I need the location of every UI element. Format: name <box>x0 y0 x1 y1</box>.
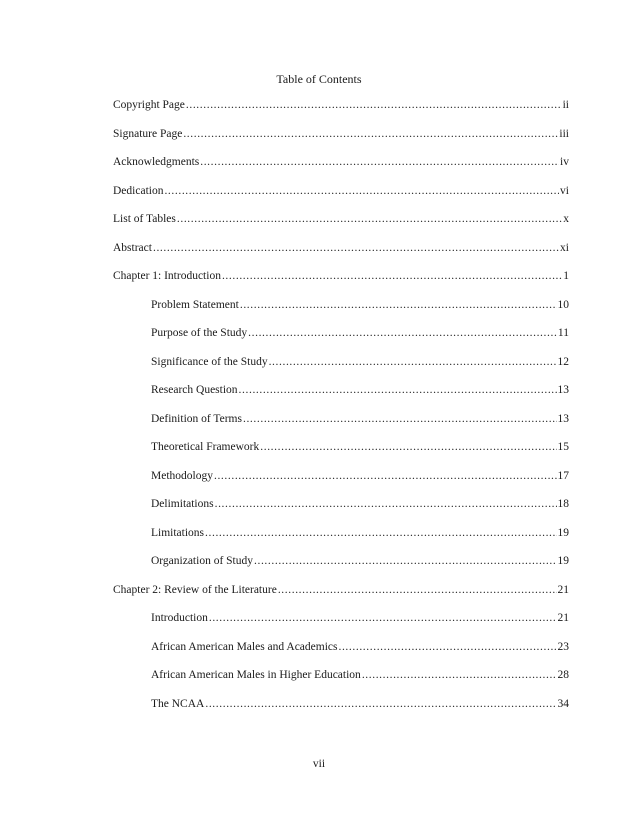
dot-leader <box>240 299 557 311</box>
toc-entry-page-number: 18 <box>557 498 569 510</box>
toc-entry[interactable] <box>151 441 569 457</box>
dot-leader <box>243 413 557 425</box>
toc-entry-label: Purpose of the Study <box>151 327 248 339</box>
dot-leader <box>222 270 562 282</box>
toc-entry[interactable] <box>151 669 569 685</box>
toc-entry-page-number: vi <box>560 184 569 197</box>
toc-entry-page-number: 13 <box>557 412 569 425</box>
dot-leader <box>186 99 562 111</box>
dot-leader <box>200 156 559 168</box>
toc-entry-page-number: 23 <box>557 640 569 653</box>
toc-entry-page-number: 15 <box>557 441 569 453</box>
toc-entry-page-number: 17 <box>557 469 569 482</box>
dot-leader <box>183 128 558 140</box>
toc-entry-page-number: 28 <box>557 669 569 681</box>
toc-entry-label: African American Males and Academics <box>151 640 338 653</box>
toc-entry[interactable] <box>113 156 569 172</box>
toc-entry[interactable] <box>151 641 569 657</box>
toc-entry-label: Definition of Terms <box>151 412 242 425</box>
toc-entry-label: Significance of the Study <box>151 355 268 368</box>
toc-entry-label: Dedication <box>113 184 164 197</box>
toc-entry-page-number: iii <box>559 127 569 140</box>
toc-entry-label: List of Tables <box>113 213 176 225</box>
toc-entry-page-number: 19 <box>557 526 569 539</box>
toc-entry-label: Theoretical Framework <box>151 441 260 453</box>
page-title: Table of Contents <box>276 72 362 86</box>
toc-entry-page-number: 12 <box>557 355 569 368</box>
dot-leader <box>209 612 557 624</box>
toc-entry-label: Problem Statement <box>151 298 239 311</box>
toc-entry-label: Limitations <box>151 526 205 539</box>
toc-entry-page-number: x <box>563 213 569 225</box>
toc-entry-page-number: 1 <box>563 270 569 282</box>
dot-leader <box>164 185 559 197</box>
toc-entry[interactable] <box>113 99 569 115</box>
toc-entry[interactable] <box>151 413 569 429</box>
toc-entry[interactable] <box>113 242 569 258</box>
page-number-footer: vii <box>312 758 326 770</box>
toc-entry-label: Delimitations <box>151 498 214 510</box>
dot-leader <box>153 242 559 254</box>
dot-leader <box>239 384 557 396</box>
toc-entry[interactable] <box>113 128 569 144</box>
toc-entry-label: Abstract <box>113 241 152 254</box>
dot-leader <box>362 669 557 681</box>
toc-entry-label: African American Males in Higher Education <box>151 669 361 681</box>
toc-entry[interactable] <box>151 698 569 714</box>
toc-entry-label: Methodology <box>151 469 213 482</box>
dot-leader <box>215 498 557 510</box>
toc-entry[interactable] <box>113 270 569 286</box>
toc-entry-page-number: ii <box>562 99 569 111</box>
toc-entry-label: Chapter 2: Review of the Literature <box>113 583 277 596</box>
toc-entry-page-number: 21 <box>557 583 569 596</box>
toc-entry-label: Introduction <box>151 612 208 624</box>
toc-entry[interactable] <box>151 299 569 315</box>
toc-entry-label: Chapter 1: Introduction <box>113 270 221 282</box>
toc-entry[interactable] <box>151 384 569 400</box>
dot-leader <box>254 555 557 567</box>
dot-leader <box>260 441 556 453</box>
toc-entry-page-number: 13 <box>557 384 569 396</box>
toc-entry-page-number: 34 <box>557 697 569 710</box>
toc-entry-label: The NCAA <box>151 697 205 710</box>
toc-entry-label: Acknowledgments <box>113 156 200 168</box>
toc-entry-label: Research Question <box>151 384 238 396</box>
dot-leader <box>278 584 557 596</box>
toc-entry[interactable] <box>113 185 569 201</box>
toc-entry-page-number: xi <box>560 241 569 254</box>
dot-leader <box>269 356 557 368</box>
toc-entry[interactable] <box>113 213 569 229</box>
toc-entry[interactable] <box>151 356 569 372</box>
toc-entry[interactable] <box>151 555 569 571</box>
toc-entry-label: Signature Page <box>113 127 183 140</box>
toc-entry-label: Organization of Study <box>151 555 253 567</box>
toc-entry-page-number: 19 <box>557 555 569 567</box>
dot-leader <box>205 698 556 710</box>
toc-entry[interactable] <box>151 498 569 514</box>
dot-leader <box>177 213 562 225</box>
toc-entry[interactable] <box>113 584 569 600</box>
toc-entry[interactable] <box>151 327 569 343</box>
toc-entry-page-number: iv <box>560 156 569 168</box>
dot-leader <box>214 470 557 482</box>
dot-leader <box>205 527 556 539</box>
dot-leader <box>338 641 556 653</box>
toc-entry-page-number: 10 <box>557 298 569 311</box>
toc-entry[interactable] <box>151 612 569 628</box>
toc-entry-page-number: 21 <box>557 612 569 624</box>
toc-entry-label: Copyright Page <box>113 99 185 111</box>
dot-leader <box>248 327 557 339</box>
toc-entry-page-number: 11 <box>557 327 569 339</box>
toc-entry[interactable] <box>151 470 569 486</box>
toc-entry[interactable] <box>151 527 569 543</box>
